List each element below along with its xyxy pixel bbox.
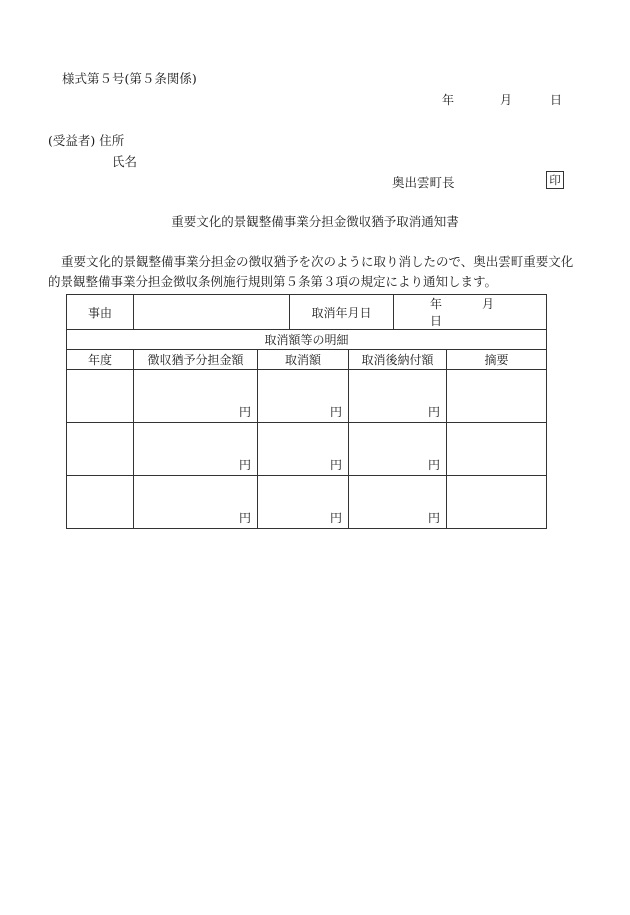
col-header-cancelled-amount: 取消額 — [258, 350, 349, 370]
date-day: 日 — [550, 93, 563, 107]
cell-fiscal-year — [67, 370, 134, 423]
notice-date — [442, 91, 562, 108]
cell-payable-after: 円 — [349, 423, 447, 476]
cancel-date-day: 日 — [430, 314, 443, 328]
reason-value — [134, 295, 290, 330]
date-year: 年 — [442, 93, 455, 107]
col-header-payable-after: 取消後納付額 — [349, 350, 447, 370]
cell-deferred-amount: 円 — [134, 370, 258, 423]
issuer-name: 奥出雲町長 — [392, 175, 455, 190]
cell-cancelled-amount: 円 — [258, 476, 349, 529]
body-text: 重要文化的景観整備事業分担金の徴収猶予を次のように取り消したので、奥出雲町重要文化的景観整備事業分担金徴収条例施行規則第５条第３項の規定により通知します。 — [48, 254, 574, 289]
recipient-address-label: (受益者) 住所 — [48, 133, 125, 148]
detail-table — [66, 294, 547, 529]
cell-payable-after: 円 — [349, 476, 447, 529]
col-header-deferred-amount: 徴収猶予分担金額 — [134, 350, 258, 370]
cell-fiscal-year — [67, 423, 134, 476]
column-header-row — [67, 350, 547, 370]
col-header-fiscal-year: 年度 — [67, 350, 134, 370]
cancel-date-value — [394, 295, 547, 330]
breakdown-header: 取消額等の明細 — [67, 330, 547, 350]
cancel-date-year: 年 — [430, 297, 443, 311]
cell-deferred-amount: 円 — [134, 423, 258, 476]
table-row — [67, 423, 547, 476]
cell-cancelled-amount: 円 — [258, 370, 349, 423]
col-header-remarks: 摘要 — [447, 350, 547, 370]
document-title: 重要文化的景観整備事業分担金徴収猶予取消通知書 — [171, 214, 459, 229]
cancel-date-label: 取消年月日 — [290, 295, 394, 330]
reason-row — [67, 295, 547, 330]
cell-remarks — [447, 423, 547, 476]
table-row — [67, 370, 547, 423]
recipient-name-label: 氏名 — [112, 154, 138, 169]
cancel-date-month: 月 — [482, 297, 495, 311]
form-number: 様式第５号(第５条関係) — [62, 71, 197, 86]
cell-payable-after: 円 — [349, 370, 447, 423]
date-month: 月 — [500, 93, 513, 107]
cell-deferred-amount: 円 — [134, 476, 258, 529]
seal-mark: 印 — [546, 171, 564, 189]
cell-remarks — [447, 370, 547, 423]
cell-fiscal-year — [67, 476, 134, 529]
cell-cancelled-amount: 円 — [258, 423, 349, 476]
breakdown-header-row — [67, 330, 547, 350]
reason-label: 事由 — [67, 295, 134, 330]
table-row — [67, 476, 547, 529]
cell-remarks — [447, 476, 547, 529]
